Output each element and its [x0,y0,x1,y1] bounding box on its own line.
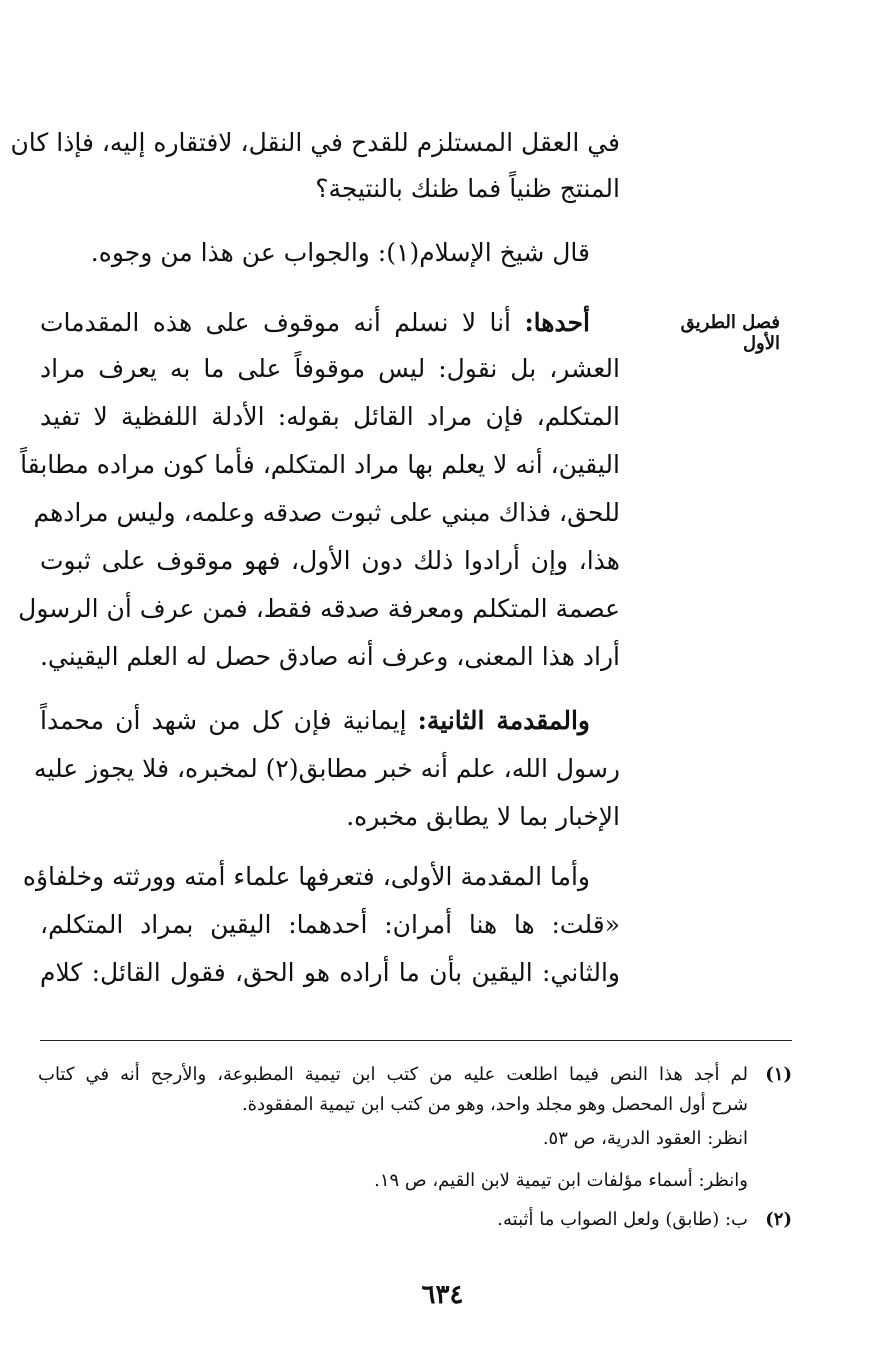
footnote-marker: (٢) [765,1209,792,1230]
footnote-line: شرح أول المحصل وهو مجلد واحد، وهو من كتب ابن تيمية المفقودة. [241,1094,748,1115]
para1-first-line [40,308,590,338]
text-line: في العقل المستلزم للقدح في النقل، لافتقاره إليه، فإذا كان [10,128,620,157]
page-number: ٦٣٤ [421,1280,464,1310]
text-line: العشر، بل نقول: ليس موقوفاً على ما به يعرف مراد [40,354,620,383]
footnote-line: ب: (طابق) ولعل الصواب ما أثبته. [497,1209,748,1230]
quote-intro: قال شيخ الإسلام(١): والجواب عن هذا من وجوه. [90,238,590,267]
margin-note: فصل الطريق الأول [680,312,780,354]
text-line: والثاني: اليقين بأن ما أراده هو الحق، فقول القائل: كلام [40,958,620,987]
footnote-marker: (١) [765,1064,792,1085]
para2-first-rest: إيمانية فإن كل من شهد أن محمداً [40,706,407,735]
text-line: المنتج ظنياً فما ظنك بالنتيجة؟ [315,174,620,203]
text-line: للحق، فذاك مبني على ثبوت صدقه وعلمه، وليس مرادهم [33,498,620,527]
para2-first-line [40,706,590,736]
para1-first-rest: أنا لا نسلم أنه موقوف على هذه المقدمات [40,308,512,337]
text-line: الإخبار بما لا يطابق مخبره. [346,802,620,831]
text-line: وأما المقدمة الأولى، فتعرفها علماء أمته وورثته وخلفاؤه [22,862,590,891]
footnote-line: لم أجد هذا النص فيما اطلعت عليه من كتب ابن تيمية المطبوعة، والأرجح أنه في كتاب [38,1064,748,1085]
text-line: المتكلم، فإن مراد القائل بقوله: الأدلة اللفظية لا تفيد [40,402,620,431]
footnote-line: وانظر: أسماء مؤلفات ابن تيمية لابن القيم، ص ١٩. [374,1170,748,1191]
footnote-line: انظر: العقود الدرية، ص ٥٣. [542,1128,748,1149]
text-line: اليقين، أنه لا يعلم بها مراد المتكلم، فأما كون مراده مطابقاً [20,450,620,479]
text-line: هذا، وإن أرادوا ذلك دون الأول، فهو موقوف على ثبوت [40,546,620,575]
text-line: «قلت: ها هنا أمران: أحدهما: اليقين بمراد المتكلم، [40,910,620,939]
footnote-divider [40,1040,792,1041]
text-line: رسول الله، علم أنه خبر مطابق(٢) لمخبره، فلا يجوز عليه [34,754,620,783]
para2-lead: والمقدمة الثانية: [417,706,590,735]
text-line: عصمة المتكلم ومعرفة صدقه فقط، فمن عرف أن الرسول [18,594,620,623]
text-line: أراد هذا المعنى، وعرف أنه صادق حصل له العلم اليقيني. [39,642,620,671]
para1-lead: أحدها: [524,308,590,337]
